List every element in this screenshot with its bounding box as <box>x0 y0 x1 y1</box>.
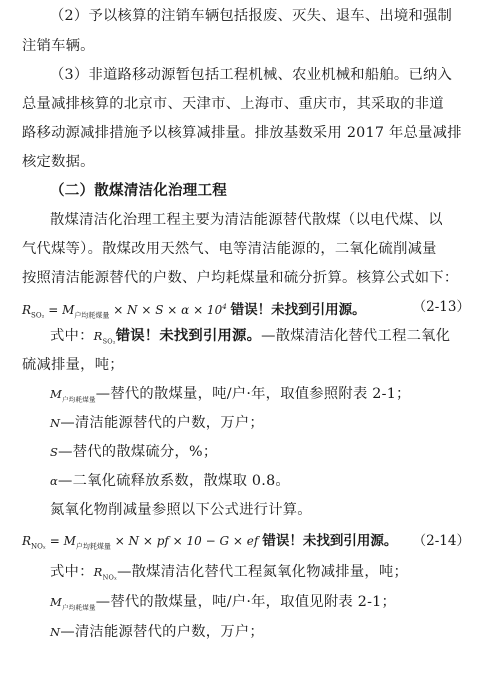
symbol-definition: S—替代的散煤硫分，%； <box>50 444 218 460</box>
reference-error-text: 错误！未找到引用源。 <box>230 302 366 318</box>
formula-expression: $R_{NO_x} = M_{户均耗煤量} \times N$ × pf × 10 − G × ef <box>22 534 259 551</box>
symbol-definition: N—清洁能源替代的户数，万户； <box>50 415 264 431</box>
formula-expression: $R_{SO_2} = M_{户均耗煤量} \times N \times S \times \alpha \times 10^4$ <box>22 303 227 320</box>
symbol-definition: 式中：$R_{NO_x}—$散煤清洁化替代工程氮氧化物减排量，吨； <box>50 564 409 582</box>
text-line: （3）非道路移动源暂包括工程机械、农业机械和船舶。已纳入 <box>50 67 453 83</box>
text-line: 注销车辆。 <box>22 38 95 54</box>
text-line: 路移动源减排措施予以核算减排量。排放基数采用 2017 年总量减排 <box>22 125 462 141</box>
text-line: 总量减排核算的北京市、天津市、上海市、重庆市，其采取的非道 <box>22 96 444 112</box>
section-heading: （二）散煤清洁化治理工程 <box>50 183 227 199</box>
text-line: 氮氧化物削减量参照以下公式进行计算。 <box>50 502 312 518</box>
equation-number: （2-13） <box>412 299 470 315</box>
reference-error-text: 错误！未找到引用源。 <box>262 533 398 549</box>
reference-error-text: 错误！未找到引用源。 <box>115 328 262 344</box>
symbol-definition: $M_{户均耗煤量}—$替代的散煤量，吨/户·年，取值参照附表 2-1； <box>50 386 411 404</box>
text-line: 按照清洁能源替代的户数、户均耗煤量和硫分折算。核算公式如下： <box>22 270 459 286</box>
text-line: 散煤清洁化治理工程主要为清洁能源替代散煤（以电代煤、以 <box>50 212 443 228</box>
formula-2-13 <box>22 297 470 325</box>
formula-2-14 <box>22 531 470 556</box>
symbol-definition: $M_{户均耗煤量}—$替代的散煤量，吨/户·年，取值见附表 2-1； <box>50 594 397 612</box>
text-line: 核定数据。 <box>22 154 95 170</box>
text-line: 气代煤等）。散煤改用天然气、电等清洁能源的，二氧化硫削减量 <box>22 241 437 257</box>
text-line: （2）予以核算的注销车辆包括报废、灭失、退车、出境和强制 <box>50 8 453 24</box>
equation-number: （2-14） <box>412 533 470 549</box>
symbol-definition: N—清洁能源替代的户数，万户； <box>50 624 264 640</box>
symbol-definition: α—二氧化硫释放系数，散煤取 0.8。 <box>50 473 290 489</box>
symbol-definition: 式中：$R_{SO_2}$错误！未找到引用源。—散煤清洁化替代工程二氧化 <box>50 328 451 346</box>
text-line: 硫减排量，吨； <box>22 357 124 373</box>
